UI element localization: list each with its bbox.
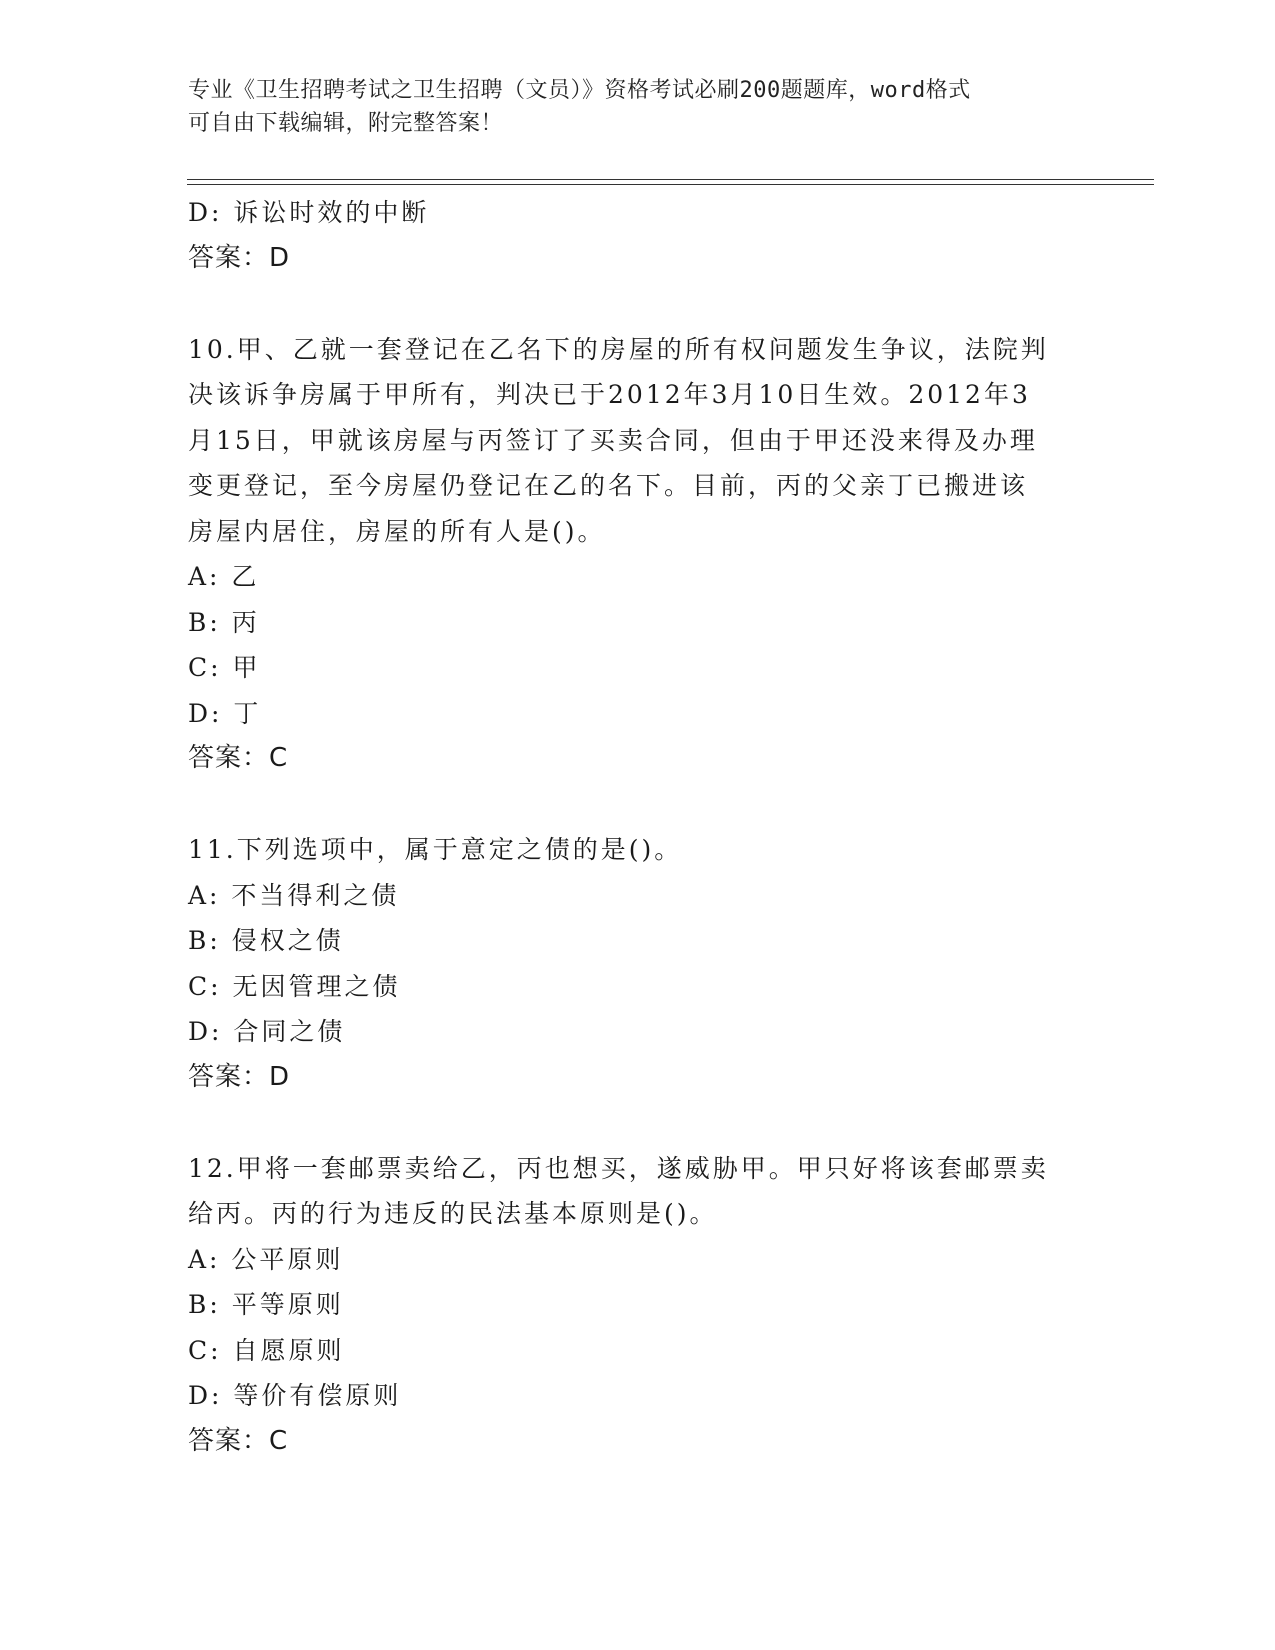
document-header xyxy=(188,74,1068,140)
option-a: A: 乙 xyxy=(188,562,260,591)
option-c: C: 无因管理之债 xyxy=(188,971,401,1001)
question-11 xyxy=(188,827,1088,1100)
option-a: A: 公平原则 xyxy=(188,1244,344,1274)
spacer xyxy=(188,281,1088,327)
spacer xyxy=(188,782,1088,828)
question-content xyxy=(188,190,1088,1464)
header-divider-top xyxy=(187,179,1154,180)
question-text-line: 变更登记，至今房屋仍登记在乙的名下。目前，丙的父亲丁已搬进该 xyxy=(188,471,1029,500)
question-text-line: 12.甲将一套邮票卖给乙，丙也想买，遂威胁甲。甲只好将该套邮票卖 xyxy=(188,1153,1049,1183)
header-line-2: 可自由下载编辑，附完整答案！ xyxy=(188,111,504,136)
question-12 xyxy=(188,1146,1088,1465)
question-10 xyxy=(188,327,1088,782)
question-text-line: 房屋内居住，房屋的所有人是()。 xyxy=(188,516,606,546)
option-b: B: 平等原则 xyxy=(188,1290,344,1319)
question-text-line: 月15日，甲就该房屋与丙签订了买卖合同，但由于甲还没来得及办理 xyxy=(188,425,1038,455)
option-c: C: 甲 xyxy=(188,653,261,682)
spacer xyxy=(188,1100,1088,1146)
option-d: D: 等价有偿原则 xyxy=(188,1381,402,1410)
option-d: D: 合同之债 xyxy=(188,1017,346,1046)
option-c: C: 自愿原则 xyxy=(188,1335,345,1365)
question-text-line: 11.下列选项中，属于意定之债的是()。 xyxy=(188,835,683,864)
question-text-line: 给丙。丙的行为违反的民法基本原则是()。 xyxy=(188,1199,718,1228)
prev-answer: 答案：D xyxy=(188,242,291,273)
option-a: A: 不当得利之债 xyxy=(188,880,400,910)
option-b: B: 侵权之债 xyxy=(188,926,344,955)
question-text-line: 10.甲、乙就一套登记在乙名下的房屋的所有权问题发生争议，法院判 xyxy=(188,334,1049,364)
answer: 答案：D xyxy=(188,1061,291,1092)
prev-option-d: D: 诉讼时效的中断 xyxy=(188,198,430,227)
header-line-1: 专业《卫生招聘考试之卫生招聘（文员）》资格考试必刷200题题库，word格式 xyxy=(188,78,971,103)
question-text-line: 决该诉争房属于甲所有，判决已于2012年3月10日生效。2012年3 xyxy=(188,380,1031,409)
answer: 答案：C xyxy=(188,1425,289,1456)
option-b: B: 丙 xyxy=(188,607,260,637)
option-d: D: 丁 xyxy=(188,698,262,728)
answer: 答案：C xyxy=(188,743,289,773)
header-divider-bottom xyxy=(187,184,1154,185)
